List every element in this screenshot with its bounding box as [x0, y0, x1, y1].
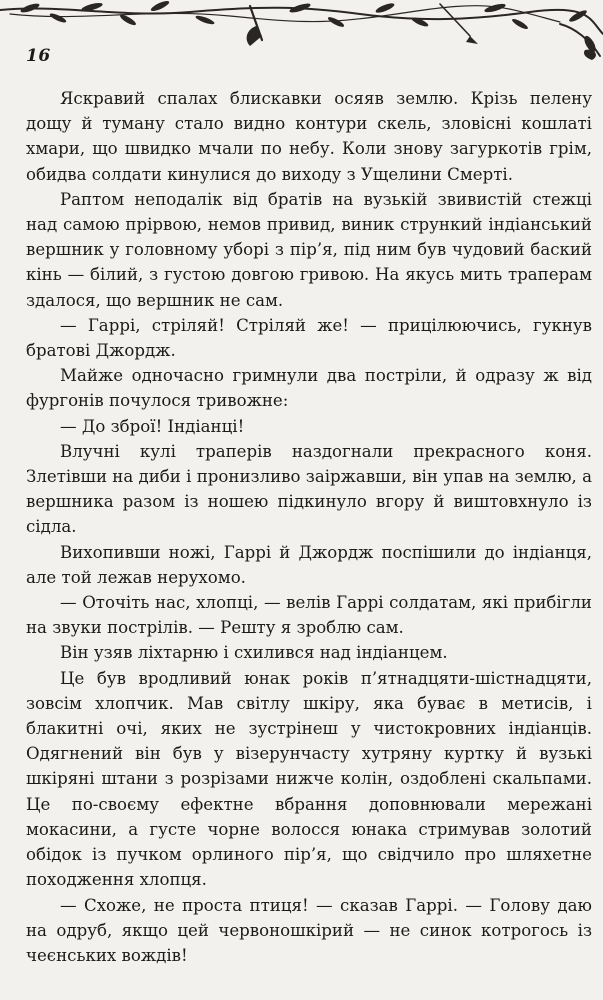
paragraph: — До зброї! Індіанці! [60, 416, 245, 436]
paragraph: Він узяв ліхтарню і схилився над індіанцем. [60, 643, 448, 663]
page-number: 16 [26, 46, 51, 66]
body-text [26, 86, 592, 968]
paragraph: Майже одночасно гримнули два постріли, й одразу ж від фургонів почулося тривожне: [26, 366, 592, 411]
paragraph: — Гаррі, стріляй! Стріляй же! — прицілюючись, гукнув братові Джордж. [26, 315, 592, 361]
paragraph: — Схоже, не проста птиця! — сказав Гаррі. — Голову даю на одруб, якщо цей червоношкірий — не синок котрогось із чеєнських вождів! [26, 895, 592, 965]
paragraph: Раптом неподалік від братів на вузькій звивистій стежці над самою прірвою, немов привид, виник стрункий індіанський вершник у головному уборі з пір’я, під ним був чудовий баский кінь — білий, з густою довгою гривою. На якусь мить траперам здалося, що вершник не сам. [26, 189, 592, 310]
paragraph: Це був вродливий юнак років п’ятнадцяти-шістнадцяти, зовсім хлопчик. Мав світлу шкіру, яка буває в метисів, і блакитні очі, яких не зустрінеш у чистокровних індіанців. Одягнений він був у візерунчасту хутряну куртку й вузькі шкіряні штани з розрізами нижче колін, оздоблені скальпами. Це по-своєму ефектне вбрання доповнювали мережані мокасини, а густе чорне волосся юнака стримував золотий обідок із пучком орлиного пір’я, що свідчило про шляхетне походження хлопця. [26, 668, 592, 890]
paragraph: — Оточіть нас, хлопці, — велів Гаррі солдатам, які прибігли на звуки пострілів. — Решту я зроблю сам. [26, 593, 592, 638]
paragraph: Яскравий спалах блискавки осяяв землю. Крізь пелену дощу й туману стало видно контури скель, зловісні кошлаті хмари, що швидко мчали по небу. Коли знову загуркотів грім, обидва солдати кинулися до виходу з Ущелини Смерті. [26, 89, 592, 184]
paragraph: Вихопивши ножі, Гаррі й Джордж поспішили до індіанця, але той лежав нерухомо. [26, 542, 592, 587]
floral-vine-ornament-icon [0, 0, 603, 60]
paragraph: Влучні кулі траперів наздогнали прекрасного коня. Злетівши на диби і пронизливо заіржавши, він упав на землю, а вершника разом із ношею підкинуло вгору й виштовхнуло із сідла. [26, 441, 592, 537]
